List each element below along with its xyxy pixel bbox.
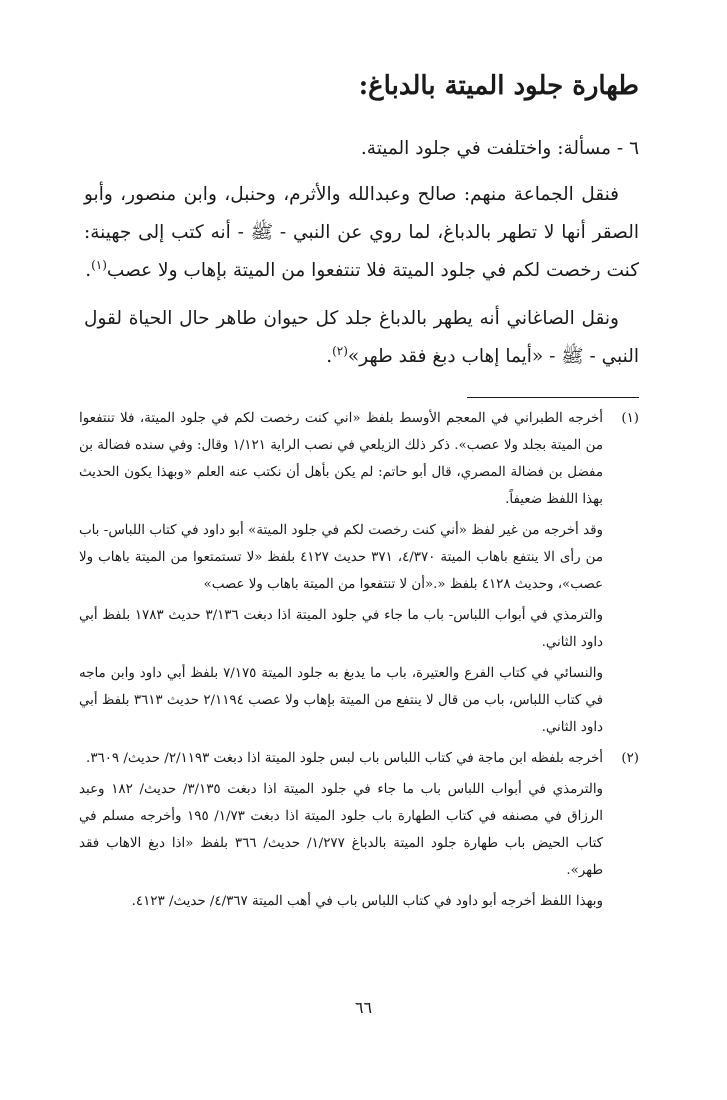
footnote-body <box>79 405 603 745</box>
paragraph-2-text: ونقل الصاغاني أنه يطهر بالدباغ جلد كل حيوان طاهر حال الحياة لقول النبي - ﷺ - «أيما إهاب دبغ فقد طهر» <box>84 308 639 367</box>
paragraph-2-end: . <box>326 346 333 367</box>
main-text <box>84 130 639 386</box>
footnote-paragraph: أخرجه الطبراني في المعجم الأوسط بلفظ «اني كنت رخصت لكم في جلود الميتة، فلا تنتفعوا من الميتة بجلد ولا عصب». ذكر ذلك الزيلعي في نصب الراية ١/١٢١ وقال: وفي سنده فضالة بن مفضل بن فضالة المصري، قال أبو حاتم: لم يكن بأهل أن نكتب عنه العلم «وبهذا يكون الحديث بهذا اللفظ ضعيفاً. <box>79 411 604 507</box>
issue-line: ٦ - مسألة: واختلفت في جلود الميتة. <box>360 138 639 159</box>
footnote-number: (٢) <box>621 751 639 766</box>
paragraph-1 <box>84 176 639 290</box>
footnote-2 <box>79 745 639 919</box>
footnote-paragraph: وبهذا اللفظ أخرجه أبو داود في كتاب اللباس باب في أهب الميتة ٤/٣٦٧/ حديث/ ٤١٢٣. <box>131 894 603 909</box>
paragraph-2 <box>84 300 639 376</box>
footnote-ref-2[interactable]: (٢) <box>332 343 348 358</box>
footnote-body <box>79 745 603 919</box>
page-number: ٦٦ <box>354 998 373 1017</box>
footnote-paragraph: والترمذي في أبواب اللباس باب ما جاء في جلود الميتة اذا دبغت ٣/١٣٥/ حديث/ ١٨٢ وعبد الرزاق في مصنفه في كتاب الطهارة باب جلود الميتة اذا دبغت ١/٧٣/ ١٩٥ وأخرجه مسلم في كتاب الحيض باب طهارة جلود الميتة بالدباغ ١/٢٧٧/ حديث/ ٣٦٦ بلفظ «اذا دبغ الاهاب فقد طهر». <box>79 782 603 878</box>
footnote-ref-1[interactable]: (١) <box>91 257 107 272</box>
paragraph-1-end: . <box>85 260 92 281</box>
paragraph-1-text: فنقل الجماعة منهم: صالح وعبدالله والأثرم، وحنبل، وابن منصور، وأبو الصقر أنها لا تطهر بالدباغ، لما روي عن النبي - ﷺ - أنه كتب إلى جهينة: كنت رخصت لكم في جلود الميتة فلا تنتفعوا من الميتة بإهاب ولا عصب <box>84 184 639 281</box>
footnote-paragraph: والترمذي في أبواب اللباس- باب ما جاء في جلود الميتة اذا دبغت ٣/١٣٦ حديث ١٧٨٣ بلفظ أبي داود الثاني. <box>79 608 603 650</box>
footnote-paragraph: والنسائي في كتاب الفرع والعتيرة، باب ما يدبغ به جلود الميتة ٧/١٧٥ بلفظ أبي داود وابن ماجه في كتاب اللباس، باب من قال لا ينتفع من الميتة بإهاب ولا عصب ٢/١١٩٤ حديث ٣٦١٣ بلفظ أبي داود الثاني. <box>79 666 603 735</box>
footnote-number: (١) <box>621 411 639 426</box>
footnote-1 <box>79 405 639 745</box>
section-heading: طهارة جلود الميتة بالدباغ: <box>358 71 639 101</box>
footnotes <box>79 405 639 919</box>
footnote-paragraph: أخرجه بلفظه ابن ماجة في كتاب اللباس باب لبس جلود الميتة اذا دبغت ٢/١١٩٣/ حديث/ ٣٦٠٩. <box>86 751 603 766</box>
footnote-paragraph: وقد أخرجه من غير لفظ «أني كنت رخصت لكم في جلود الميتة» أبو داود في كتاب اللباس- باب من رأى الا ينتفع باهاب الميتة ٤/٣٧٠، ٣٧١ حديث ٤١٢٧ بلفظ «لا تستمتعوا من الميتة باهاب ولا عصب»، وحديث ٤١٢٨ بلفظ «.«أن لا تنتفعوا من الميتة باهاب ولا عصب» <box>79 523 603 592</box>
footnote-divider <box>467 397 639 398</box>
